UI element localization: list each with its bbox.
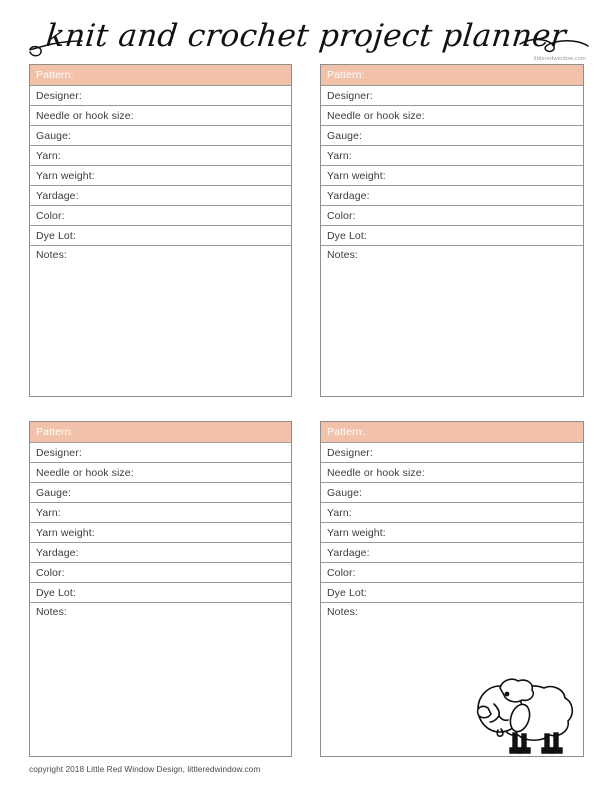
field-yardage[interactable]: Yardage: [321,186,583,206]
field-yarn-weight[interactable]: Yarn weight: [30,523,291,543]
field-color[interactable]: Color: [30,563,291,583]
field-yarn-weight[interactable]: Yarn weight: [321,523,583,543]
field-needle-or-hook-size[interactable]: Needle or hook size: [321,463,583,483]
project-card-bottom-left [29,421,292,757]
field-yarn[interactable]: Yarn: [321,146,583,166]
field-designer[interactable]: Designer: [321,86,583,106]
field-pattern[interactable]: Pattern: [321,422,583,443]
field-dye-lot[interactable]: Dye Lot: [321,583,583,603]
project-card-bottom-right [320,421,584,757]
field-pattern[interactable]: Pattern: [321,65,583,86]
page-title: knit and crochet project planner [44,18,568,54]
project-card-top-left [29,64,292,397]
field-gauge[interactable]: Gauge: [30,483,291,503]
card-rows [30,422,291,756]
field-yardage[interactable]: Yardage: [30,543,291,563]
field-yardage[interactable]: Yardage: [321,543,583,563]
field-gauge[interactable]: Gauge: [30,126,291,146]
card-rows [321,422,583,756]
field-needle-or-hook-size[interactable]: Needle or hook size: [30,463,291,483]
field-dye-lot[interactable]: Dye Lot: [321,226,583,246]
card-rows [321,65,583,396]
field-yarn[interactable]: Yarn: [30,146,291,166]
field-yarn[interactable]: Yarn: [321,503,583,523]
field-designer[interactable]: Designer: [321,443,583,463]
field-notes[interactable]: Notes: [36,249,67,261]
field-color[interactable]: Color: [321,563,583,583]
site-tag: littleredwindow.com [533,56,586,62]
field-notes[interactable]: Notes: [327,249,358,261]
field-dye-lot[interactable]: Dye Lot: [30,226,291,246]
field-color[interactable]: Color: [321,206,583,226]
field-designer[interactable]: Designer: [30,86,291,106]
field-gauge[interactable]: Gauge: [321,126,583,146]
field-color[interactable]: Color: [30,206,291,226]
field-needle-or-hook-size[interactable]: Needle or hook size: [30,106,291,126]
field-gauge[interactable]: Gauge: [321,483,583,503]
field-notes[interactable]: Notes: [327,606,358,618]
field-designer[interactable]: Designer: [30,443,291,463]
field-notes[interactable]: Notes: [36,606,67,618]
field-dye-lot[interactable]: Dye Lot: [30,583,291,603]
field-needle-or-hook-size[interactable]: Needle or hook size: [321,106,583,126]
field-yarn-weight[interactable]: Yarn weight: [30,166,291,186]
page-title-area [0,8,612,60]
project-card-top-right [320,64,584,397]
field-pattern[interactable]: Pattern: [30,422,291,443]
card-rows [30,65,291,396]
field-pattern[interactable]: Pattern: [30,65,291,86]
field-yarn[interactable]: Yarn: [30,503,291,523]
copyright-text: copyright 2018 Little Red Window Design, littleredwindow.com [29,764,261,774]
field-yarn-weight[interactable]: Yarn weight: [321,166,583,186]
field-yardage[interactable]: Yardage: [30,186,291,206]
